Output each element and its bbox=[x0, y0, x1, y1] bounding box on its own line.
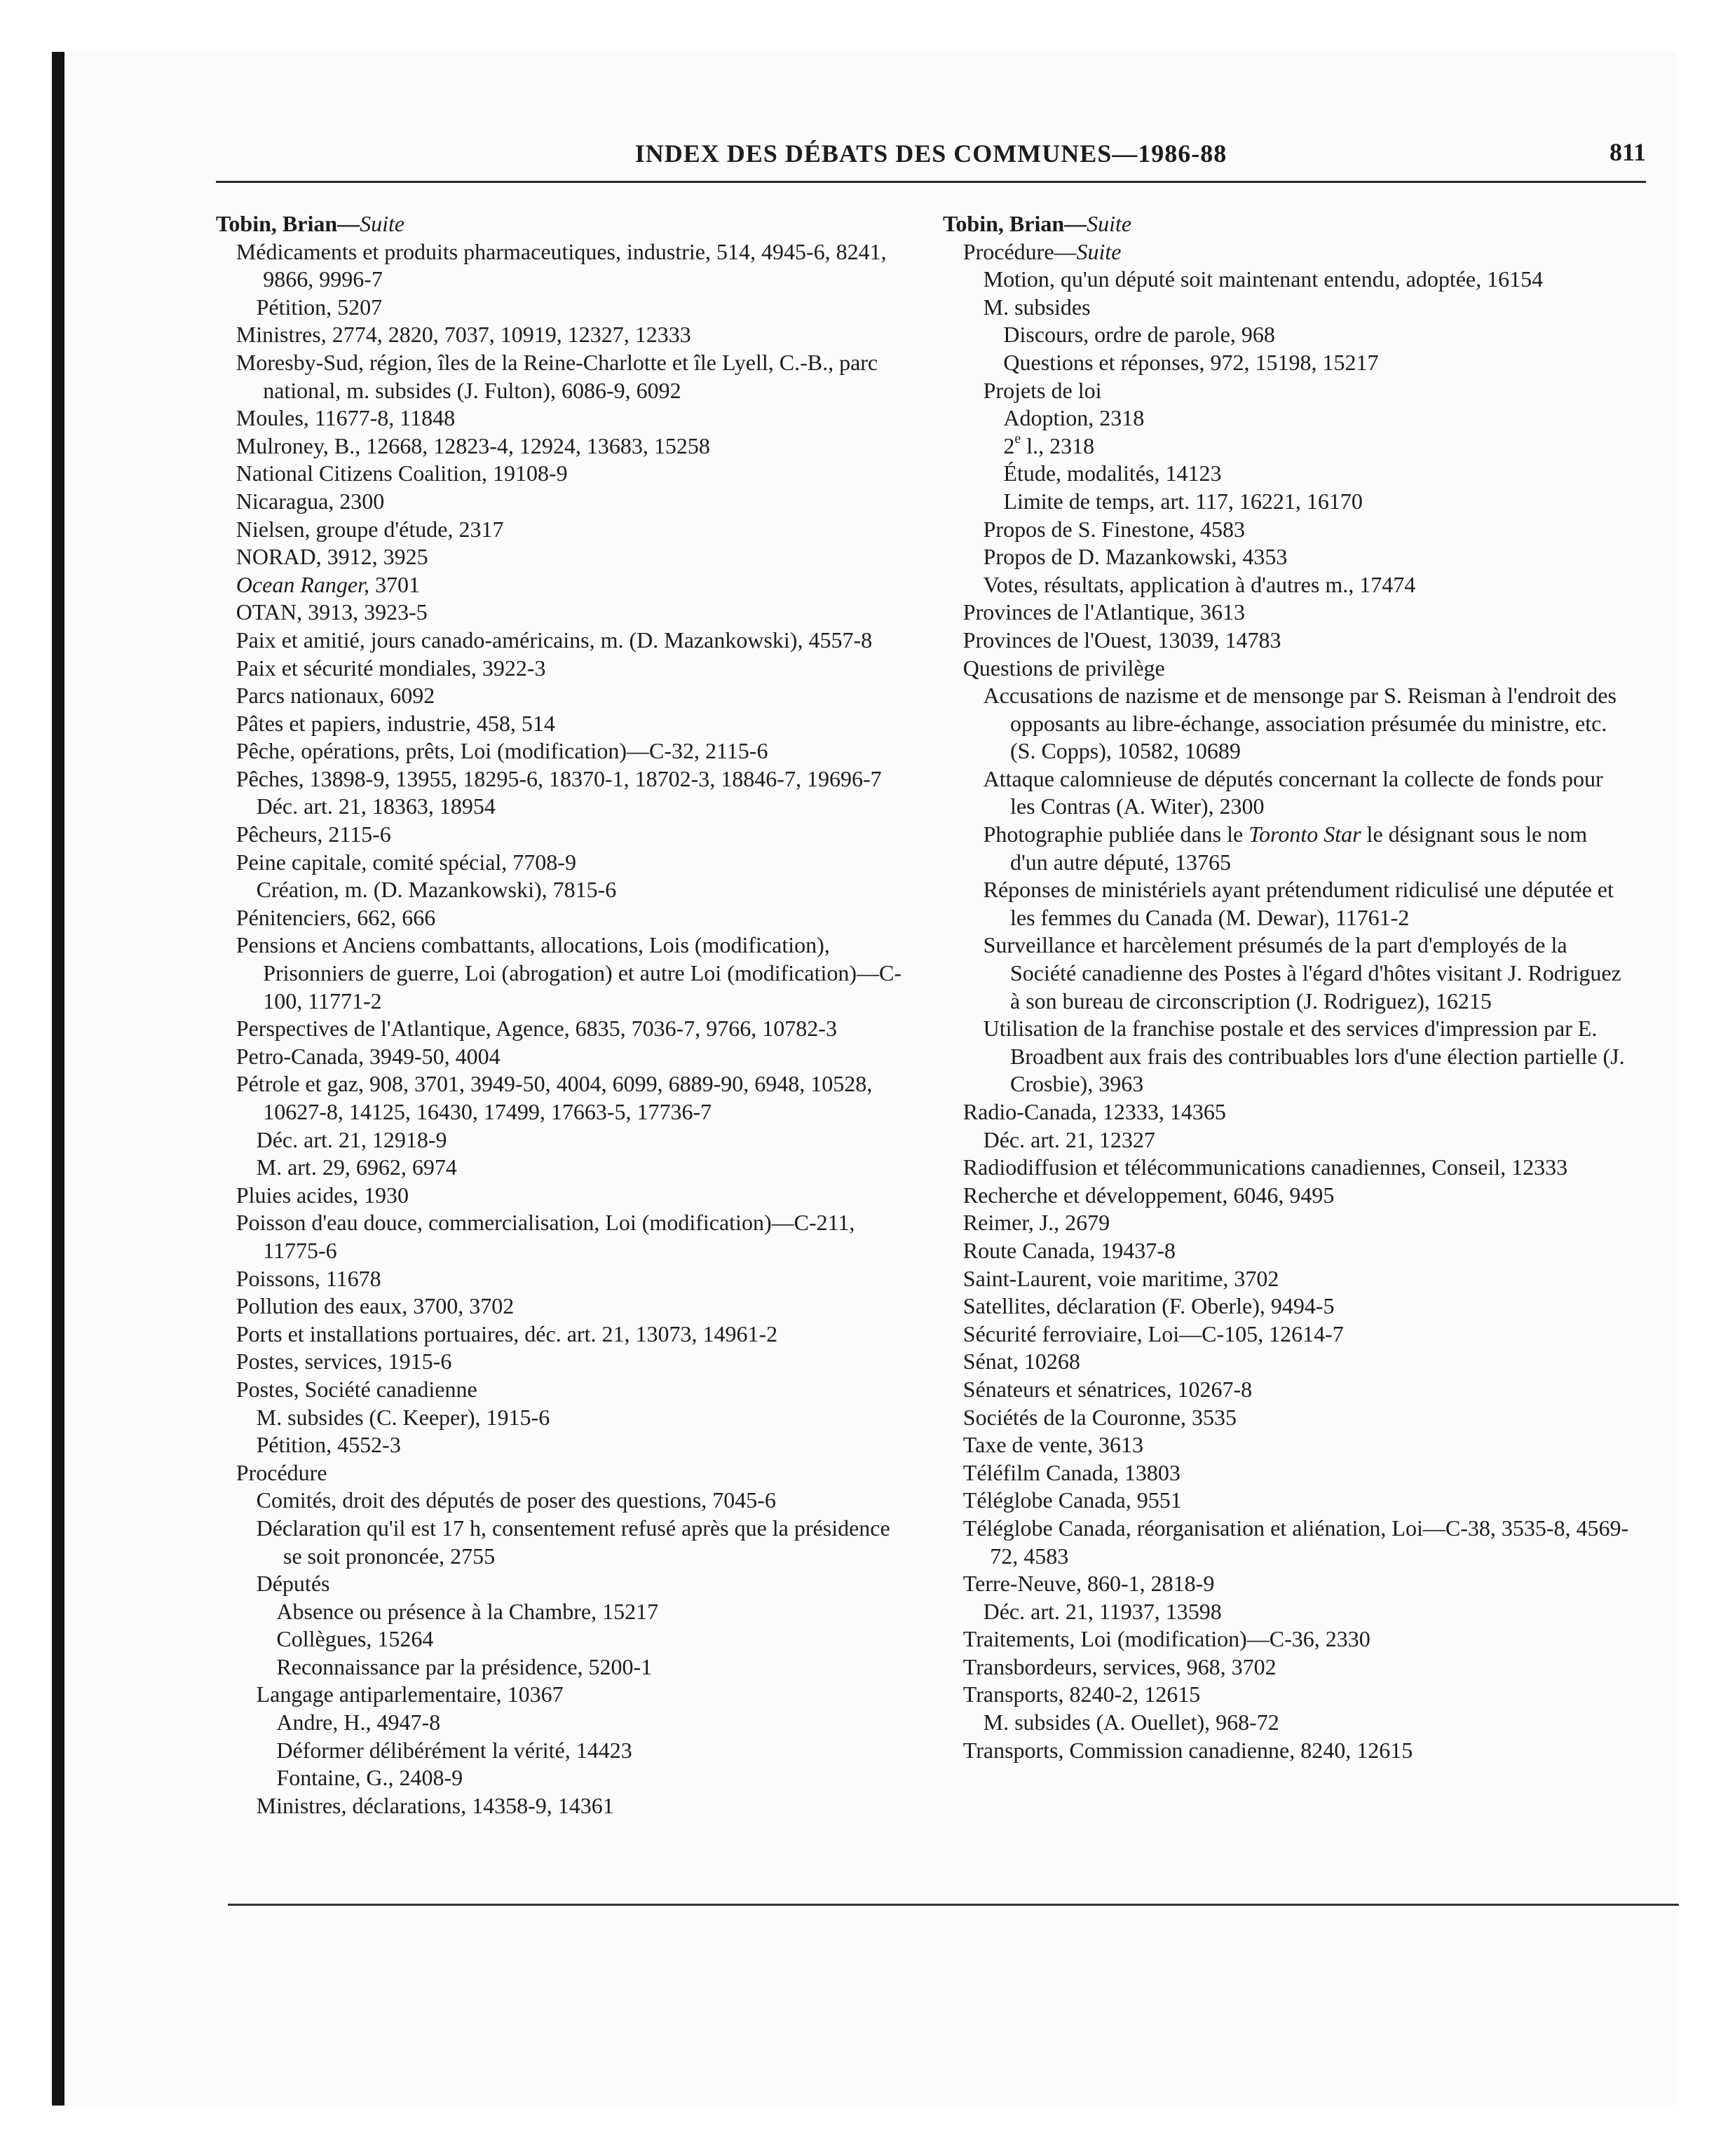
entry-text: Taxe de vente, 3613 bbox=[962, 1432, 1144, 1458]
index-entry bbox=[943, 1098, 1630, 1126]
entry-text: Radio-Canada, 12333, 14365 bbox=[962, 1099, 1226, 1124]
index-entry bbox=[943, 516, 1630, 544]
entry-text: Déclaration qu'il est 17 h, consentement refusé après que la présidence se soit prononcée, 2755 bbox=[256, 1515, 890, 1569]
entry-text: Limite de temps, art. 117, 16221, 16170 bbox=[1003, 488, 1363, 514]
index-entry bbox=[943, 932, 1630, 1015]
entry-text: Saint-Laurent, voie maritime, 3702 bbox=[962, 1265, 1279, 1291]
entry-text: Terre-Neuve, 860-1, 2818-9 bbox=[962, 1571, 1215, 1597]
entry-text: Ports et installations portuaires, déc. art. 21, 13073, 14961-2 bbox=[236, 1321, 778, 1346]
entry-text: Photographie publiée dans le bbox=[983, 821, 1249, 847]
index-entry bbox=[216, 1737, 903, 1765]
index-entry bbox=[943, 1681, 1630, 1709]
index-entry bbox=[216, 1265, 903, 1293]
entry-text: Collègues, 15264 bbox=[276, 1626, 434, 1652]
entry-text: Recherche et développement, 6046, 9495 bbox=[962, 1182, 1335, 1208]
entry-text: Réponses de ministériels ayant prétendument ridiculisé une députée et les femmes du Canada (M. Dewar), 11761-2 bbox=[983, 877, 1614, 930]
index-entry bbox=[216, 571, 903, 599]
entry-text: Traitements, Loi (modification)—C-36, 2330 bbox=[962, 1626, 1370, 1652]
entry-text: Paix et sécurité mondiales, 3922-3 bbox=[236, 655, 546, 681]
index-entry bbox=[943, 294, 1630, 322]
entry-text: Postes, services, 1915-6 bbox=[236, 1349, 452, 1374]
index-entry bbox=[216, 460, 903, 488]
entry-text: Andre, H., 4947-8 bbox=[276, 1710, 441, 1735]
entry-text: Ministres, 2774, 2820, 7037, 10919, 12327, 12333 bbox=[236, 322, 691, 348]
entry-text: Discours, ordre de parole, 968 bbox=[1003, 322, 1275, 348]
entry-text: Projets de loi bbox=[983, 377, 1102, 403]
scan-edge-bar bbox=[52, 52, 64, 2106]
index-entry bbox=[216, 1126, 903, 1154]
index-entry bbox=[216, 1570, 903, 1598]
entry-italic-title: Ocean Ranger, bbox=[236, 571, 369, 597]
entry-text: Reconnaissance par la présidence, 5200-1 bbox=[276, 1653, 653, 1679]
index-entry bbox=[216, 1459, 903, 1487]
index-entry bbox=[943, 1182, 1630, 1210]
heading-name: Tobin, Brian— bbox=[943, 211, 1087, 236]
entry-text: 3701 bbox=[369, 571, 420, 597]
entry-text: Parcs nationaux, 6092 bbox=[236, 683, 435, 709]
entry-text: Déc. art. 21, 12327 bbox=[983, 1126, 1155, 1152]
index-entry bbox=[216, 1209, 903, 1264]
index-entry bbox=[943, 1292, 1630, 1321]
entry-text: Questions de privilège bbox=[962, 655, 1165, 681]
index-entry bbox=[216, 349, 903, 404]
index-entry bbox=[943, 1625, 1630, 1653]
index-entry bbox=[216, 1764, 903, 1792]
entry-text: Surveillance et harcèlement présumés de la part d'employés de la Société canadienne des Postes à l'égard d'hôtes visitant J. Rodriguez à son bureau de circonscription (J. Rodriguez), 16215 bbox=[983, 932, 1621, 1014]
entry-text: Peine capitale, comité spécial, 7708-9 bbox=[236, 849, 576, 875]
heading-suite: Suite bbox=[1087, 211, 1132, 236]
index-entry bbox=[943, 765, 1630, 821]
index-entry bbox=[216, 710, 903, 738]
index-entry bbox=[216, 737, 903, 765]
entry-text: Procédure— bbox=[962, 238, 1077, 264]
index-entry bbox=[216, 793, 903, 821]
index-entry bbox=[216, 765, 903, 793]
footer-rule bbox=[228, 1904, 1679, 1906]
entry-text: OTAN, 3913, 3923-5 bbox=[236, 599, 428, 625]
index-entry bbox=[943, 1459, 1630, 1487]
entry-text: Fontaine, G., 2408-9 bbox=[276, 1765, 463, 1791]
entry-text: M. subsides (C. Keeper), 1915-6 bbox=[256, 1404, 550, 1430]
index-entry bbox=[943, 238, 1630, 266]
index-entry bbox=[943, 682, 1630, 765]
index-entry bbox=[216, 1015, 903, 1043]
entry-text: Reimer, J., 2679 bbox=[962, 1210, 1110, 1236]
entry-text: Perspectives de l'Atlantique, Agence, 6835, 7036-7, 9766, 10782-3 bbox=[236, 1016, 837, 1042]
entry-text: Pénitenciers, 662, 666 bbox=[236, 904, 436, 930]
index-entry bbox=[943, 571, 1630, 599]
index-entry bbox=[943, 1515, 1630, 1570]
index-entry bbox=[943, 655, 1630, 683]
entry-text: Absence ou présence à la Chambre, 15217 bbox=[276, 1598, 659, 1624]
index-entry bbox=[216, 1321, 903, 1349]
index-entry bbox=[943, 377, 1630, 405]
entry-text: Questions et réponses, 972, 15198, 15217 bbox=[1003, 349, 1379, 375]
index-entry bbox=[216, 1681, 903, 1709]
entry-text: Sécurité ferroviaire, Loi—C-105, 12614-7 bbox=[962, 1321, 1344, 1346]
entry-text: Postes, Société canadienne bbox=[236, 1376, 477, 1402]
index-entry bbox=[216, 1709, 903, 1737]
index-entry bbox=[216, 1431, 903, 1459]
entry-text: Comités, droit des députés de poser des questions, 7045-6 bbox=[256, 1487, 776, 1513]
index-entry bbox=[943, 1404, 1630, 1432]
index-entry bbox=[943, 1376, 1630, 1404]
index-entry bbox=[943, 1709, 1630, 1737]
index-entry bbox=[943, 543, 1630, 571]
column-heading bbox=[216, 210, 903, 238]
entry-text: Pêches, 13898-9, 13955, 18295-6, 18370-1, 18702-3, 18846-7, 19696-7 bbox=[236, 765, 882, 791]
index-entry bbox=[943, 404, 1630, 432]
entry-text: Députés bbox=[256, 1571, 330, 1597]
entry-italic-text: Suite bbox=[1076, 238, 1122, 264]
entry-text: Pensions et Anciens combattants, allocations, Lois (modification), Prisonniers de guerre, Loi (abrogation) et autre Loi (modification)—C-100, 11771-2 bbox=[236, 932, 902, 1014]
entry-text: Accusations de nazisme et de mensonge par S. Reisman à l'endroit des opposants au libre-échange, association présumée du ministre, etc. (S. Copps), 10582, 10689 bbox=[983, 683, 1617, 764]
entry-text: M. subsides bbox=[983, 294, 1091, 320]
entry-text: NORAD, 3912, 3925 bbox=[236, 544, 428, 570]
page-number: 811 bbox=[1609, 138, 1646, 166]
index-entry bbox=[216, 1598, 903, 1626]
index-entry bbox=[216, 821, 903, 849]
entry-text: Motion, qu'un député soit maintenant entendu, adoptée, 16154 bbox=[983, 266, 1544, 292]
index-entry bbox=[216, 1348, 903, 1376]
entry-text: Nielsen, groupe d'étude, 2317 bbox=[236, 516, 504, 542]
index-entry bbox=[943, 266, 1630, 294]
index-entry bbox=[943, 1237, 1630, 1265]
index-entry bbox=[943, 321, 1630, 349]
entry-text: Petro-Canada, 3949-50, 4004 bbox=[236, 1043, 501, 1069]
entry-text: Adoption, 2318 bbox=[1003, 405, 1145, 431]
index-entry bbox=[943, 1015, 1630, 1098]
index-entry bbox=[216, 599, 903, 627]
index-entry bbox=[216, 488, 903, 516]
entry-text: Ministres, déclarations, 14358-9, 14361 bbox=[256, 1792, 614, 1818]
entry-text: Pluies acides, 1930 bbox=[236, 1182, 409, 1208]
index-entry bbox=[943, 432, 1630, 460]
entry-text: Déformer délibérément la vérité, 14423 bbox=[276, 1737, 632, 1763]
entry-text: Provinces de l'Ouest, 13039, 14783 bbox=[962, 627, 1281, 653]
index-entry bbox=[216, 238, 903, 294]
index-entry bbox=[943, 488, 1630, 516]
index-entry bbox=[216, 1792, 903, 1820]
header-rule bbox=[216, 181, 1646, 183]
index-entry bbox=[216, 932, 903, 1015]
entry-text: Poissons, 11678 bbox=[236, 1265, 381, 1291]
entry-text: Médicaments et produits pharmaceutiques, industrie, 514, 4945-6, 8241, 9866, 9996-7 bbox=[236, 238, 887, 292]
index-entry bbox=[216, 876, 903, 904]
right-index-column bbox=[943, 210, 1630, 1764]
entry-text: 2 bbox=[1003, 432, 1015, 458]
index-entry bbox=[216, 1154, 903, 1182]
index-entry bbox=[943, 1126, 1630, 1154]
entry-text: Pêche, opérations, prêts, Loi (modification)—C-32, 2115-6 bbox=[236, 738, 768, 764]
entry-text: Sénateurs et sénatrices, 10267-8 bbox=[962, 1376, 1253, 1402]
entry-text: Attaque calomnieuse de députés concernant la collecte de fonds pour les Contras (A. Witer), 2300 bbox=[983, 765, 1603, 819]
entry-text: Transbordeurs, services, 968, 3702 bbox=[962, 1653, 1277, 1679]
left-index-column bbox=[216, 210, 903, 1820]
entry-text: Langage antiparlementaire, 10367 bbox=[256, 1681, 564, 1707]
entry-text: Pollution des eaux, 3700, 3702 bbox=[236, 1293, 515, 1319]
entry-text: Pâtes et papiers, industrie, 458, 514 bbox=[236, 710, 555, 736]
entry-text: Déc. art. 21, 18363, 18954 bbox=[256, 793, 496, 819]
index-entry bbox=[943, 1598, 1630, 1626]
index-entry bbox=[216, 1070, 903, 1126]
entry-text: Pétition, 5207 bbox=[256, 294, 383, 320]
entry-text: Transports, 8240-2, 12615 bbox=[962, 1681, 1201, 1707]
index-entry bbox=[943, 1321, 1630, 1349]
entry-text: Étude, modalités, 14123 bbox=[1003, 460, 1222, 486]
entry-text: Création, m. (D. Mazankowski), 7815-6 bbox=[256, 877, 617, 903]
index-entry bbox=[216, 1376, 903, 1404]
entry-text: Radiodiffusion et télécommunications canadiennes, Conseil, 12333 bbox=[962, 1154, 1568, 1180]
index-entry bbox=[943, 1209, 1630, 1237]
entry-text: Propos de D. Mazankowski, 4353 bbox=[983, 544, 1288, 570]
index-entry bbox=[943, 1154, 1630, 1182]
index-entry bbox=[943, 1487, 1630, 1515]
index-entry bbox=[216, 321, 903, 349]
entry-superscript: e bbox=[1014, 430, 1021, 446]
index-entry bbox=[216, 655, 903, 683]
index-entry bbox=[216, 432, 903, 460]
index-entry bbox=[943, 1570, 1630, 1598]
entry-text: Téléglobe Canada, réorganisation et aliénation, Loi—C-38, 3535-8, 4569-72, 4583 bbox=[962, 1515, 1629, 1569]
index-entry bbox=[943, 627, 1630, 655]
entry-text: Moresby-Sud, région, îles de la Reine-Charlotte et île Lyell, C.-B., parc national, m. subsides (J. Fulton), 6086-9, 6092 bbox=[236, 349, 878, 403]
running-header bbox=[216, 139, 1646, 181]
index-entry bbox=[943, 1653, 1630, 1681]
header-title: INDEX DES DÉBATS DES COMMUNES—1986-88 bbox=[634, 139, 1227, 168]
entry-text: Transports, Commission canadienne, 8240, 12615 bbox=[962, 1737, 1413, 1763]
index-entry bbox=[216, 1043, 903, 1071]
index-entry bbox=[943, 821, 1630, 876]
entry-italic-text: Toronto Star bbox=[1248, 821, 1361, 847]
entry-text: Sénat, 10268 bbox=[962, 1349, 1080, 1374]
entry-text: Route Canada, 19437-8 bbox=[962, 1237, 1176, 1263]
index-entry bbox=[216, 849, 903, 877]
index-entry bbox=[216, 682, 903, 710]
index-entry bbox=[216, 1487, 903, 1515]
entry-text: Sociétés de la Couronne, 3535 bbox=[962, 1404, 1237, 1430]
entry-text: Déc. art. 21, 11937, 13598 bbox=[983, 1598, 1222, 1624]
column-heading bbox=[943, 210, 1630, 238]
entry-text: Utilisation de la franchise postale et des services d'impression par E. Broadbent aux frais des contribuables lors d'une élection partielle (J. Crosbie), 3963 bbox=[983, 1016, 1625, 1097]
index-entry bbox=[216, 904, 903, 932]
entry-text: Pétrole et gaz, 908, 3701, 3949-50, 4004, 6099, 6889-90, 6948, 10528, 10627-8, 14125, 16430, 17499, 17663-5, 17736-7 bbox=[236, 1071, 873, 1124]
entry-text: Téléglobe Canada, 9551 bbox=[962, 1487, 1182, 1513]
index-entry bbox=[216, 1182, 903, 1210]
entry-text: Provinces de l'Atlantique, 3613 bbox=[962, 599, 1245, 625]
entry-text: Moules, 11677-8, 11848 bbox=[236, 405, 456, 431]
index-entry bbox=[943, 1348, 1630, 1376]
entry-text: Déc. art. 21, 12918-9 bbox=[256, 1126, 447, 1152]
index-entry bbox=[216, 627, 903, 655]
index-entry bbox=[943, 876, 1630, 932]
index-entry bbox=[216, 1292, 903, 1321]
entry-text: Poisson d'eau douce, commercialisation, Loi (modification)—C-211, 11775-6 bbox=[236, 1210, 855, 1263]
index-entry bbox=[216, 1625, 903, 1653]
entry-text: M. art. 29, 6962, 6974 bbox=[256, 1154, 457, 1180]
index-entry bbox=[216, 543, 903, 571]
entry-text: Procédure bbox=[236, 1459, 327, 1485]
index-entry bbox=[943, 1737, 1630, 1765]
entry-text: Votes, résultats, application à d'autres m., 17474 bbox=[983, 571, 1416, 597]
entry-text-continued: le désignant sous le nom d'un autre député, 13765 bbox=[1010, 821, 1588, 875]
entry-text: National Citizens Coalition, 19108-9 bbox=[236, 460, 568, 486]
entry-text-continued: l., 2318 bbox=[1021, 432, 1095, 458]
index-entry bbox=[943, 1431, 1630, 1459]
entry-text: Nicaragua, 2300 bbox=[236, 488, 385, 514]
index-entry bbox=[216, 1515, 903, 1570]
entry-text: Pétition, 4552-3 bbox=[256, 1432, 401, 1458]
entry-text: Paix et amitié, jours canado-américains, m. (D. Mazankowski), 4557-8 bbox=[236, 627, 873, 653]
index-entry bbox=[216, 404, 903, 432]
index-entry bbox=[943, 460, 1630, 488]
entry-text: Mulroney, B., 12668, 12823-4, 12924, 13683, 15258 bbox=[236, 432, 710, 458]
index-entry bbox=[216, 1404, 903, 1432]
entry-text: Pêcheurs, 2115-6 bbox=[236, 821, 391, 847]
entry-text: Satellites, déclaration (F. Oberle), 9494-5 bbox=[962, 1293, 1335, 1319]
heading-name: Tobin, Brian— bbox=[216, 211, 360, 236]
index-entry bbox=[216, 294, 903, 322]
entry-text: M. subsides (A. Ouellet), 968-72 bbox=[983, 1710, 1279, 1735]
index-entry bbox=[216, 1653, 903, 1681]
heading-suite: Suite bbox=[360, 211, 405, 236]
index-entry bbox=[943, 599, 1630, 627]
entry-text: Propos de S. Finestone, 4583 bbox=[983, 516, 1245, 542]
index-entry bbox=[943, 349, 1630, 377]
entry-text: Téléfilm Canada, 13803 bbox=[962, 1459, 1181, 1485]
index-entry bbox=[216, 516, 903, 544]
index-entry bbox=[943, 1265, 1630, 1293]
